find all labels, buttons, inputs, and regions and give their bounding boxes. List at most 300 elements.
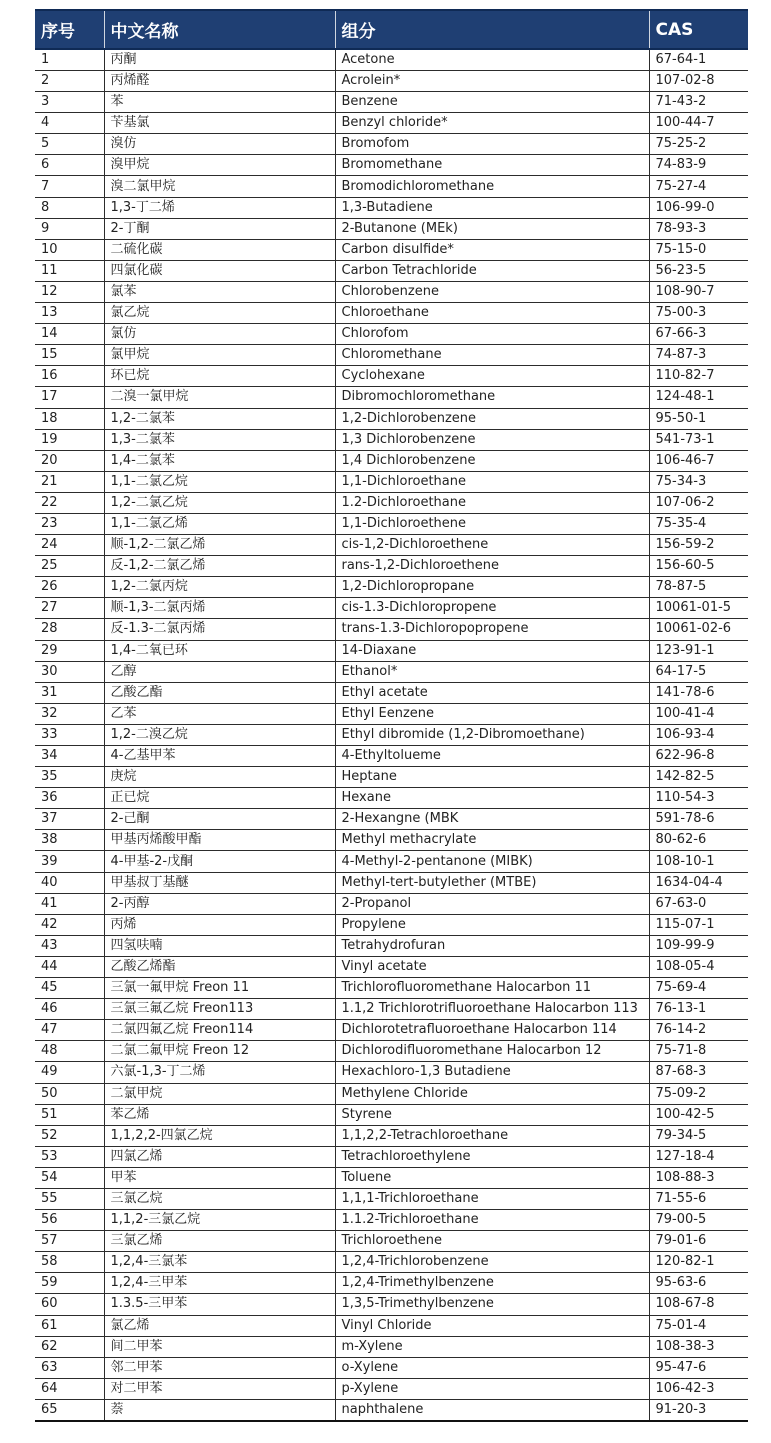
cell-chinese-name: 苯 (104, 92, 335, 113)
cell-index: 19 (35, 429, 104, 450)
cell-component: m-Xylene (335, 1336, 649, 1357)
cell-cas: 100-41-4 (649, 703, 748, 724)
table-row (35, 134, 748, 155)
cell-chinese-name: 二硫化碳 (104, 239, 335, 260)
cell-cas: 106-99-0 (649, 197, 748, 218)
cell-chinese-name: 乙酸乙酯 (104, 682, 335, 703)
cell-component: 2-Butanone (MEk) (335, 218, 649, 239)
cell-component: Dibromochloromethane (335, 387, 649, 408)
cell-index: 9 (35, 218, 104, 239)
cell-component: Heptane (335, 767, 649, 788)
cell-index: 25 (35, 556, 104, 577)
cell-cas: 78-93-3 (649, 218, 748, 239)
cell-chinese-name: 1,1-二氯乙烯 (104, 513, 335, 534)
table-row (35, 492, 748, 513)
table-row (35, 1104, 748, 1125)
table-body (35, 49, 748, 1421)
cell-index: 47 (35, 1020, 104, 1041)
cell-chinese-name: 1,2-二氯苯 (104, 408, 335, 429)
cell-index: 30 (35, 661, 104, 682)
cell-component: Methyl methacrylate (335, 830, 649, 851)
compound-table-wrapper (35, 9, 748, 1422)
table-row (35, 471, 748, 492)
cell-component: Bromodichloromethane (335, 176, 649, 197)
cell-cas: 79-01-6 (649, 1231, 748, 1252)
cell-cas: 10061-01-5 (649, 598, 748, 619)
cell-chinese-name: 环已烷 (104, 366, 335, 387)
table-row (35, 49, 748, 71)
table-row (35, 71, 748, 92)
cell-chinese-name: 溴甲烷 (104, 155, 335, 176)
cell-chinese-name: 丙烯 (104, 914, 335, 935)
table-header (35, 10, 748, 49)
table-row (35, 809, 748, 830)
cell-chinese-name: 萘 (104, 1399, 335, 1421)
cell-cas: 124-48-1 (649, 387, 748, 408)
cell-chinese-name: 间二甲苯 (104, 1336, 335, 1357)
cell-chinese-name: 三氯三氟乙烷 Freon113 (104, 999, 335, 1020)
cell-component: cis-1,2-Dichloroethene (335, 535, 649, 556)
cell-cas: 108-05-4 (649, 956, 748, 977)
cell-index: 43 (35, 935, 104, 956)
table-row (35, 281, 748, 302)
cell-component: 1,4 Dichlorobenzene (335, 450, 649, 471)
header-cas: CAS (649, 10, 748, 49)
cell-index: 60 (35, 1294, 104, 1315)
table-row (35, 619, 748, 640)
cell-index: 23 (35, 513, 104, 534)
cell-component: 14-Diaxane (335, 640, 649, 661)
cell-cas: 75-69-4 (649, 978, 748, 999)
cell-index: 3 (35, 92, 104, 113)
cell-chinese-name: 溴仿 (104, 134, 335, 155)
cell-component: Ethanol* (335, 661, 649, 682)
cell-component: Cyclohexane (335, 366, 649, 387)
cell-component: 1,1-Dichloroethene (335, 513, 649, 534)
table-row (35, 197, 748, 218)
table-row (35, 830, 748, 851)
cell-component: 4-Methyl-2-pentanone (MIBK) (335, 851, 649, 872)
cell-cas: 622-96-8 (649, 746, 748, 767)
cell-index: 49 (35, 1062, 104, 1083)
cell-component: Acrolein* (335, 71, 649, 92)
cell-chinese-name: 2-己酮 (104, 809, 335, 830)
cell-chinese-name: 乙醇 (104, 661, 335, 682)
cell-chinese-name: 1,3-丁二烯 (104, 197, 335, 218)
cell-index: 62 (35, 1336, 104, 1357)
cell-cas: 78-87-5 (649, 577, 748, 598)
cell-component: Chloroethane (335, 303, 649, 324)
table-row (35, 978, 748, 999)
cell-index: 40 (35, 872, 104, 893)
cell-chinese-name: 邻二甲苯 (104, 1357, 335, 1378)
cell-component: 1,2-Dichloropropane (335, 577, 649, 598)
cell-cas: 76-13-1 (649, 999, 748, 1020)
cell-index: 7 (35, 176, 104, 197)
cell-component: Chlorobenzene (335, 281, 649, 302)
cell-index: 58 (35, 1252, 104, 1273)
cell-component: Chlorofom (335, 324, 649, 345)
table-row (35, 556, 748, 577)
cell-cas: 64-17-5 (649, 661, 748, 682)
cell-chinese-name: 乙苯 (104, 703, 335, 724)
cell-component: 1,1-Dichloroethane (335, 471, 649, 492)
header-chinese-name: 中文名称 (104, 10, 335, 49)
cell-chinese-name: 二氯二氟甲烷 Freon 12 (104, 1041, 335, 1062)
cell-cas: 108-88-3 (649, 1167, 748, 1188)
cell-component: Methyl-tert-butylether (MTBE) (335, 872, 649, 893)
cell-index: 1 (35, 49, 104, 71)
cell-index: 8 (35, 197, 104, 218)
table-row (35, 1294, 748, 1315)
cell-chinese-name: 顺-1,3-二氯丙烯 (104, 598, 335, 619)
cell-index: 57 (35, 1231, 104, 1252)
cell-cas: 127-18-4 (649, 1146, 748, 1167)
cell-index: 39 (35, 851, 104, 872)
cell-cas: 95-63-6 (649, 1273, 748, 1294)
table-row (35, 260, 748, 281)
cell-index: 59 (35, 1273, 104, 1294)
table-row (35, 1020, 748, 1041)
cell-component: Ethyl acetate (335, 682, 649, 703)
cell-component: Toluene (335, 1167, 649, 1188)
cell-index: 17 (35, 387, 104, 408)
cell-cas: 541-73-1 (649, 429, 748, 450)
cell-component: 4-Ethyltolueme (335, 746, 649, 767)
cell-cas: 75-01-4 (649, 1315, 748, 1336)
cell-component: 2-Hexangne (MBK (335, 809, 649, 830)
cell-index: 2 (35, 71, 104, 92)
cell-component: 1,2,4-Trimethylbenzene (335, 1273, 649, 1294)
cell-index: 28 (35, 619, 104, 640)
cell-chinese-name: 1,4-二氯苯 (104, 450, 335, 471)
cell-cas: 141-78-6 (649, 682, 748, 703)
cell-index: 12 (35, 281, 104, 302)
cell-component: Chloromethane (335, 345, 649, 366)
cell-chinese-name: 丙酮 (104, 49, 335, 71)
cell-chinese-name: 甲苯 (104, 1167, 335, 1188)
cell-chinese-name: 1,3-二氯苯 (104, 429, 335, 450)
table-row (35, 1231, 748, 1252)
table-row (35, 429, 748, 450)
table-row (35, 1167, 748, 1188)
cell-index: 41 (35, 893, 104, 914)
cell-chinese-name: 苯乙烯 (104, 1104, 335, 1125)
cell-chinese-name: 氯乙烯 (104, 1315, 335, 1336)
cell-index: 52 (35, 1125, 104, 1146)
cell-index: 42 (35, 914, 104, 935)
table-row (35, 1399, 748, 1421)
table-row (35, 935, 748, 956)
cell-index: 4 (35, 113, 104, 134)
cell-cas: 106-42-3 (649, 1378, 748, 1399)
cell-cas: 156-59-2 (649, 535, 748, 556)
cell-index: 21 (35, 471, 104, 492)
cell-component: p-Xylene (335, 1378, 649, 1399)
cell-cas: 95-47-6 (649, 1357, 748, 1378)
cell-cas: 75-09-2 (649, 1083, 748, 1104)
cell-chinese-name: 1,1-二氯乙烷 (104, 471, 335, 492)
header-index: 序号 (35, 10, 104, 49)
cell-chinese-name: 四氯化碳 (104, 260, 335, 281)
cell-chinese-name: 1,2,4-三氯苯 (104, 1252, 335, 1273)
cell-cas: 75-71-8 (649, 1041, 748, 1062)
cell-chinese-name: 1,4-二氧已环 (104, 640, 335, 661)
table-row (35, 155, 748, 176)
table-row (35, 1252, 748, 1273)
cell-index: 51 (35, 1104, 104, 1125)
cell-chinese-name: 1,2-二氯乙烷 (104, 492, 335, 513)
cell-chinese-name: 四氯乙烯 (104, 1146, 335, 1167)
cell-index: 50 (35, 1083, 104, 1104)
cell-component: Carbon Tetrachloride (335, 260, 649, 281)
cell-component: Propylene (335, 914, 649, 935)
cell-component: Benzyl chloride* (335, 113, 649, 134)
table-row (35, 513, 748, 534)
table-row (35, 239, 748, 260)
cell-index: 65 (35, 1399, 104, 1421)
table-row (35, 387, 748, 408)
table-row (35, 1062, 748, 1083)
cell-index: 44 (35, 956, 104, 977)
cell-component: Benzene (335, 92, 649, 113)
cell-index: 10 (35, 239, 104, 260)
cell-chinese-name: 三氯乙烷 (104, 1188, 335, 1209)
table-row (35, 1125, 748, 1146)
cell-cas: 75-34-3 (649, 471, 748, 492)
cell-cas: 591-78-6 (649, 809, 748, 830)
table-row (35, 1315, 748, 1336)
cell-component: Methylene Chloride (335, 1083, 649, 1104)
cell-cas: 75-25-2 (649, 134, 748, 155)
cell-chinese-name: 2-丁酮 (104, 218, 335, 239)
cell-index: 24 (35, 535, 104, 556)
cell-chinese-name: 1,2,4-三甲苯 (104, 1273, 335, 1294)
table-row (35, 345, 748, 366)
cell-chinese-name: 二溴一氯甲烷 (104, 387, 335, 408)
cell-component: rans-1,2-Dichloroethene (335, 556, 649, 577)
table-row (35, 724, 748, 745)
table-row (35, 914, 748, 935)
cell-component: Dichlorotetrafluoroethane Halocarbon 114 (335, 1020, 649, 1041)
cell-component: trans-1.3-Dichloropopropene (335, 619, 649, 640)
cell-component: Trichloroethene (335, 1231, 649, 1252)
cell-cas: 71-55-6 (649, 1188, 748, 1209)
compound-table (35, 9, 748, 1422)
cell-chinese-name: 乙酸乙烯酯 (104, 956, 335, 977)
table-row (35, 303, 748, 324)
cell-chinese-name: 反-1.3-二氯丙烯 (104, 619, 335, 640)
cell-chinese-name: 溴二氯甲烷 (104, 176, 335, 197)
cell-index: 38 (35, 830, 104, 851)
cell-index: 45 (35, 978, 104, 999)
cell-chinese-name: 三氯一氟甲烷 Freon 11 (104, 978, 335, 999)
cell-chinese-name: 丙烯醛 (104, 71, 335, 92)
cell-chinese-name: 反-1,2-二氯乙烯 (104, 556, 335, 577)
table-row (35, 851, 748, 872)
cell-component: Hexachloro-1,3 Butadiene (335, 1062, 649, 1083)
table-row (35, 703, 748, 724)
table-row (35, 598, 748, 619)
cell-index: 27 (35, 598, 104, 619)
cell-component: Ethyl Eenzene (335, 703, 649, 724)
cell-index: 15 (35, 345, 104, 366)
cell-index: 54 (35, 1167, 104, 1188)
cell-chinese-name: 二氯甲烷 (104, 1083, 335, 1104)
cell-cas: 74-83-9 (649, 155, 748, 176)
cell-component: naphthalene (335, 1399, 649, 1421)
cell-chinese-name: 氯乙烷 (104, 303, 335, 324)
table-row (35, 767, 748, 788)
table-row (35, 176, 748, 197)
cell-index: 18 (35, 408, 104, 429)
cell-chinese-name: 甲基丙烯酸甲酯 (104, 830, 335, 851)
table-row (35, 577, 748, 598)
cell-index: 34 (35, 746, 104, 767)
table-row (35, 661, 748, 682)
cell-index: 6 (35, 155, 104, 176)
cell-cas: 1634-04-4 (649, 872, 748, 893)
cell-component: o-Xylene (335, 1357, 649, 1378)
table-row (35, 92, 748, 113)
cell-index: 37 (35, 809, 104, 830)
cell-index: 33 (35, 724, 104, 745)
cell-cas: 142-82-5 (649, 767, 748, 788)
cell-component: Bromomethane (335, 155, 649, 176)
cell-chinese-name: 1,2-二溴乙烷 (104, 724, 335, 745)
cell-chinese-name: 氯仿 (104, 324, 335, 345)
table-row (35, 1083, 748, 1104)
cell-component: Tetrachloroethylene (335, 1146, 649, 1167)
cell-index: 61 (35, 1315, 104, 1336)
cell-chinese-name: 4-甲基-2-戊酮 (104, 851, 335, 872)
cell-index: 55 (35, 1188, 104, 1209)
cell-index: 64 (35, 1378, 104, 1399)
cell-index: 56 (35, 1210, 104, 1231)
table-row (35, 1357, 748, 1378)
cell-index: 11 (35, 260, 104, 281)
cell-component: 1.2-Dichloroethane (335, 492, 649, 513)
cell-component: Ethyl dibromide (1,2-Dibromoethane) (335, 724, 649, 745)
table-row (35, 1378, 748, 1399)
cell-index: 20 (35, 450, 104, 471)
cell-index: 32 (35, 703, 104, 724)
cell-index: 29 (35, 640, 104, 661)
cell-cas: 110-82-7 (649, 366, 748, 387)
cell-cas: 107-02-8 (649, 71, 748, 92)
cell-cas: 79-00-5 (649, 1210, 748, 1231)
cell-index: 14 (35, 324, 104, 345)
cell-cas: 120-82-1 (649, 1252, 748, 1273)
cell-chinese-name: 1,1,2-三氯乙烷 (104, 1210, 335, 1231)
cell-cas: 110-54-3 (649, 788, 748, 809)
table-row (35, 893, 748, 914)
cell-cas: 115-07-1 (649, 914, 748, 935)
cell-cas: 106-93-4 (649, 724, 748, 745)
cell-chinese-name: 1.3.5-三甲苯 (104, 1294, 335, 1315)
cell-cas: 75-27-4 (649, 176, 748, 197)
cell-cas: 95-50-1 (649, 408, 748, 429)
cell-chinese-name: 二氯四氟乙烷 Freon114 (104, 1020, 335, 1041)
table-row (35, 1336, 748, 1357)
cell-component: Hexane (335, 788, 649, 809)
cell-cas: 79-34-5 (649, 1125, 748, 1146)
cell-index: 53 (35, 1146, 104, 1167)
table-row (35, 956, 748, 977)
table-row (35, 746, 748, 767)
cell-cas: 106-46-7 (649, 450, 748, 471)
cell-component: 1,3-Butadiene (335, 197, 649, 218)
header-row (35, 10, 748, 49)
cell-cas: 108-90-7 (649, 281, 748, 302)
cell-index: 63 (35, 1357, 104, 1378)
cell-component: 1,3 Dichlorobenzene (335, 429, 649, 450)
cell-cas: 80-62-6 (649, 830, 748, 851)
cell-index: 5 (35, 134, 104, 155)
cell-index: 16 (35, 366, 104, 387)
cell-component: Tetrahydrofuran (335, 935, 649, 956)
cell-cas: 100-44-7 (649, 113, 748, 134)
cell-cas: 74-87-3 (649, 345, 748, 366)
cell-cas: 71-43-2 (649, 92, 748, 113)
cell-component: 1,3,5-Trimethylbenzene (335, 1294, 649, 1315)
cell-cas: 108-38-3 (649, 1336, 748, 1357)
cell-cas: 75-15-0 (649, 239, 748, 260)
table-row (35, 535, 748, 556)
table-row (35, 640, 748, 661)
cell-component: 1,1,2,2-Tetrachloroethane (335, 1125, 649, 1146)
cell-component: 1.1,2 Trichlorotrifluoroethane Halocarbon 113 (335, 999, 649, 1020)
cell-component: 1,2,4-Trichlorobenzene (335, 1252, 649, 1273)
cell-cas: 100-42-5 (649, 1104, 748, 1125)
table-row (35, 366, 748, 387)
cell-component: Dichlorodifluoromethane Halocarbon 12 (335, 1041, 649, 1062)
cell-chinese-name: 氯苯 (104, 281, 335, 302)
cell-cas: 56-23-5 (649, 260, 748, 281)
table-row (35, 1146, 748, 1167)
cell-component: Acetone (335, 49, 649, 71)
cell-component: Vinyl acetate (335, 956, 649, 977)
cell-chinese-name: 氯甲烷 (104, 345, 335, 366)
cell-cas: 87-68-3 (649, 1062, 748, 1083)
cell-cas: 107-06-2 (649, 492, 748, 513)
cell-component: 1,2-Dichlorobenzene (335, 408, 649, 429)
cell-index: 36 (35, 788, 104, 809)
table-row (35, 1273, 748, 1294)
cell-component: cis-1.3-Dichloropropene (335, 598, 649, 619)
cell-component: Styrene (335, 1104, 649, 1125)
cell-cas: 91-20-3 (649, 1399, 748, 1421)
cell-component: 1.1.2-Trichloroethane (335, 1210, 649, 1231)
table-row (35, 682, 748, 703)
cell-index: 22 (35, 492, 104, 513)
cell-index: 13 (35, 303, 104, 324)
cell-cas: 67-64-1 (649, 49, 748, 71)
cell-chinese-name: 六氯-1,3-丁二烯 (104, 1062, 335, 1083)
cell-cas: 10061-02-6 (649, 619, 748, 640)
table-row (35, 1041, 748, 1062)
cell-cas: 76-14-2 (649, 1020, 748, 1041)
cell-index: 35 (35, 767, 104, 788)
cell-chinese-name: 四氢呋喃 (104, 935, 335, 956)
cell-chinese-name: 2-丙醇 (104, 893, 335, 914)
cell-cas: 67-63-0 (649, 893, 748, 914)
cell-index: 46 (35, 999, 104, 1020)
table-row (35, 999, 748, 1020)
cell-chinese-name: 庚烷 (104, 767, 335, 788)
cell-cas: 156-60-5 (649, 556, 748, 577)
cell-chinese-name: 4-乙基甲苯 (104, 746, 335, 767)
